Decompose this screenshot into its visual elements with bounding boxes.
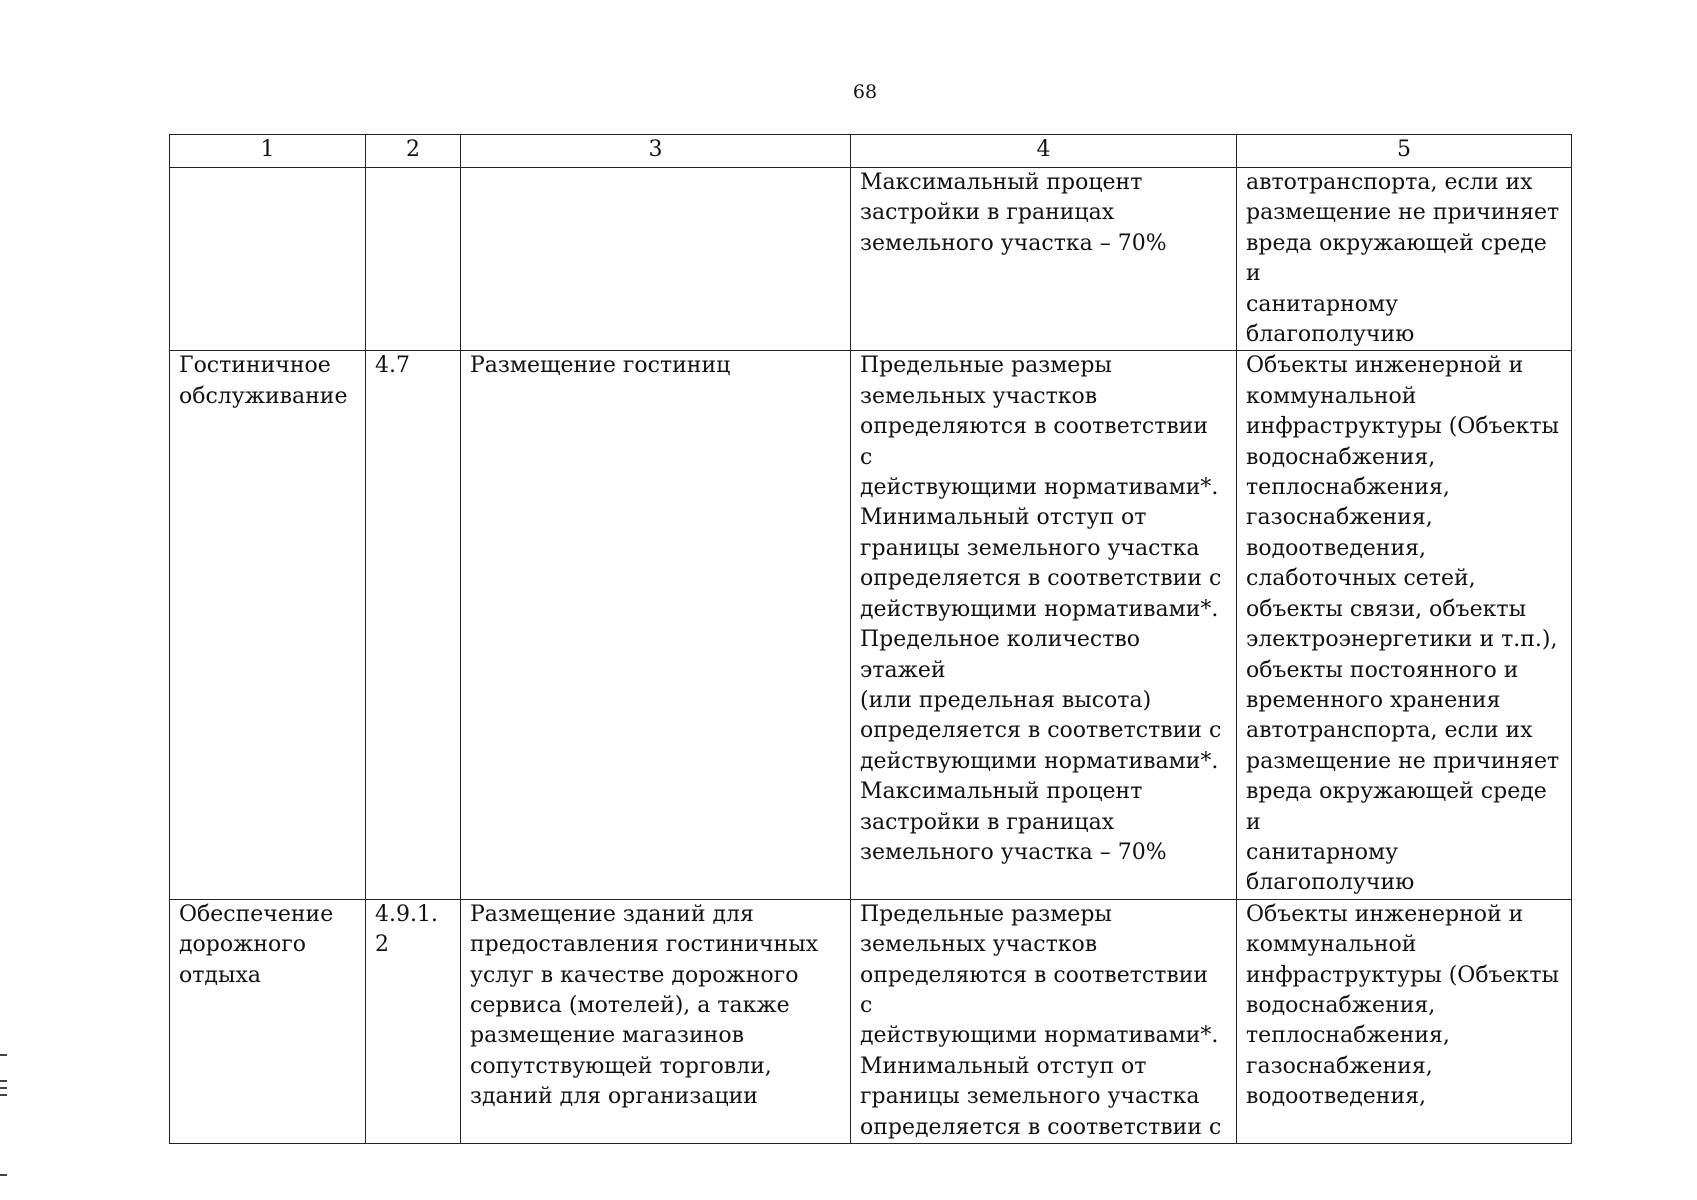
cell-auxiliary-uses: Объекты инженерной и коммунальной инфраструктуры (Объекты водоснабжения, теплоснабжения, газоснабжения, водоотведения, [1237, 899, 1572, 1143]
cell-auxiliary-uses: Объекты инженерной и коммунальной инфраструктуры (Объекты водоснабжения, теплоснабжения, газоснабжения, водоотведения, слаботочных сетей, объекты связи, объекты электроэнергетики и т.п.), объекты постоянного и временного хранения автотранспорта, если их размещение не причиняет вреда окружающей среде и санитарному благополучию [1237, 351, 1572, 899]
cell-description: Размещение гостиниц [461, 351, 851, 899]
cell-use-type: Обеспечение дорожного отдыха [170, 899, 366, 1143]
scan-margin-mark [0, 1094, 7, 1096]
cell-auxiliary-uses: автотранспорта, если их размещение не причиняет вреда окружающей среде и санитарному благополучию [1237, 168, 1572, 351]
scan-margin-mark [0, 1174, 7, 1176]
cell-description [461, 168, 851, 351]
column-header-3: 3 [461, 135, 851, 168]
page-number: 68 [852, 81, 878, 103]
table-row-roadside-rest [170, 899, 1572, 1143]
table-row-continuation [170, 168, 1572, 351]
table-row-hotel-service [170, 351, 1572, 899]
scan-margin-mark [0, 1054, 7, 1056]
column-header-4: 4 [851, 135, 1237, 168]
scan-margin-mark [0, 1087, 7, 1089]
cell-code: 4.7 [366, 351, 461, 899]
cell-description: Размещение зданий для предоставления гостиничных услуг в качестве дорожного сервиса (мотелей), а также размещение магазинов сопутствующей торговли, зданий для организации [461, 899, 851, 1143]
table-header-row [170, 135, 1572, 168]
cell-code: 4.9.1.2 [366, 899, 461, 1143]
zoning-table [169, 134, 1572, 1144]
column-header-2: 2 [366, 135, 461, 168]
column-header-5: 5 [1237, 135, 1572, 168]
cell-parameters: Предельные размеры земельных участков определяются в соответствии с действующими нормативами*. Минимальный отступ от границы земельного участка определяется в соответствии с действующими нормативами*. Предельное количество этажей (или предельная высота) определяется в соответствии с действующими нормативами*. Максимальный процент застройки в границах земельного участка – 70% [851, 351, 1237, 899]
cell-code [366, 168, 461, 351]
cell-use-type: Гостиничное обслуживание [170, 351, 366, 899]
scan-margin-mark [0, 1080, 7, 1082]
cell-use-type [170, 168, 366, 351]
cell-parameters: Максимальный процент застройки в границах земельного участка – 70% [851, 168, 1237, 351]
cell-parameters: Предельные размеры земельных участков определяются в соответствии с действующими нормативами*. Минимальный отступ от границы земельного участка определяется в соответствии с [851, 899, 1237, 1143]
column-header-1: 1 [170, 135, 366, 168]
